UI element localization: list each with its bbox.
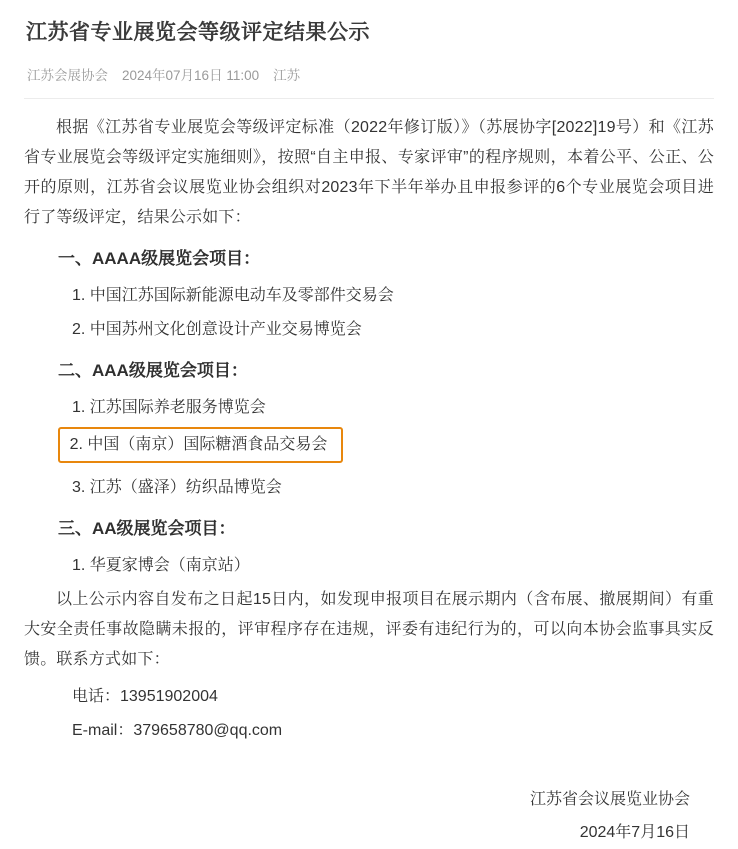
- highlighted-list-item: 2. 中国（南京）国际糖酒食品交易会: [58, 427, 344, 463]
- article-meta: [27, 64, 714, 84]
- highlighted-list-item-wrap: [24, 427, 714, 467]
- section-heading-3: 三、AA级展览会项目：: [58, 519, 236, 538]
- notice-paragraph: 以上公示内容自发布之日起15日内，如发现申报项目在展示期内（含布展、撤展期间）有重大安全责任事故隐瞒未报的，评审程序存在违规，评委有违纪行为的，可以向本协会监事具实反馈。联系方式如下：: [24, 591, 714, 668]
- article-body: [24, 113, 714, 849]
- intro-paragraph: 根据《江苏省专业展览会等级评定标准（2022年修订版）》（苏展协字[2022]19号）和《江苏省专业展览会等级评定实施细则》，按照“自主申报、专家评审”的程序规则，本着公平、公正、公开的原则，江苏省会议展览业协会组织对2023年下半年举办且申报参评的6个专业展览会项目进行了等级评定，结果公示如下：: [24, 119, 714, 226]
- meta-region: 江苏: [273, 68, 301, 83]
- page-title: 江苏省专业展览会等级评定结果公示: [26, 21, 370, 44]
- list-item: 3. 江苏（盛泽）纺织品博览会: [72, 479, 282, 496]
- list-item: 1. 江苏国际养老服务博览会: [72, 399, 266, 416]
- signature-organization: 江苏省会议展览业协会: [529, 791, 690, 808]
- list-item: 1. 中国江苏国际新能源电动车及零部件交易会: [72, 287, 394, 304]
- section-heading-1: 一、AAAA级展览会项目：: [58, 249, 261, 268]
- signature-date: 2024年7月16日: [579, 824, 690, 841]
- meta-source: 江苏会展协会: [27, 68, 108, 83]
- list-item: 1. 华夏家博会（南京站）: [72, 557, 250, 574]
- section-heading-2: 二、AAA级展览会项目：: [58, 361, 248, 380]
- contact-email: E-mail：379658780@qq.com: [72, 722, 283, 739]
- list-item: 2. 中国苏州文化创意设计产业交易博览会: [72, 321, 362, 338]
- contact-phone: 电话：13951902004: [72, 688, 218, 705]
- meta-divider: [24, 98, 714, 99]
- meta-datetime: 2024年07月16日 11:00: [122, 68, 260, 83]
